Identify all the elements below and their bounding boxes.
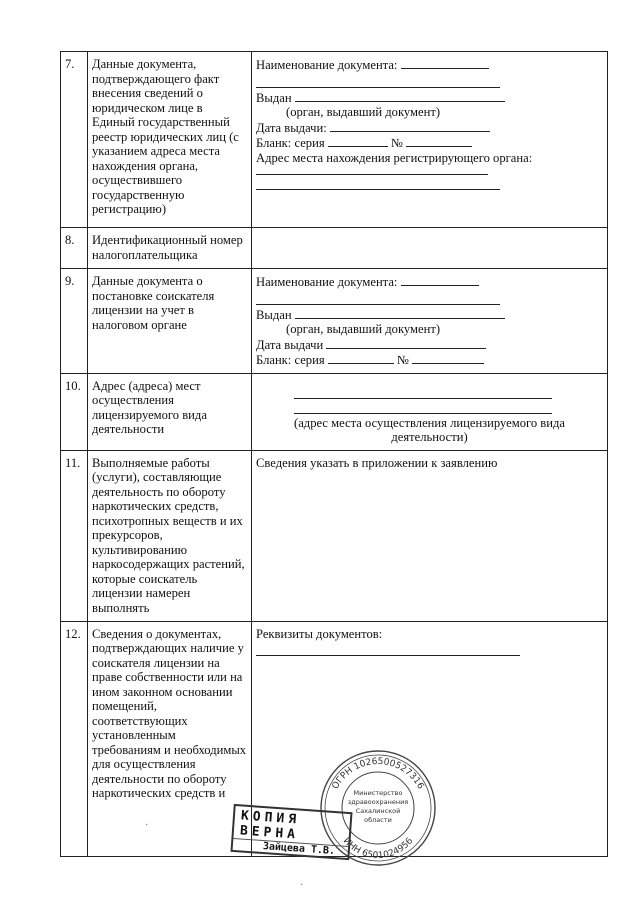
row-label: Данные документа, подтверждающего факт внесения сведений о юридическом лице в Единый государственный реестр юридических лиц (с указанием адреса места нахождения органа, осуществившего государственную регистрацию) [88,52,252,228]
blank-series-label: Бланк: серия [256,353,325,367]
row-value [252,269,608,374]
row-label: Данные документа о постановке соискателя лицензии на учет в налоговом органе [88,269,252,374]
table-row [61,450,608,621]
seal-center-line: Сахалинской [355,807,401,815]
date-label: Дата выдачи: [256,120,327,135]
requisites-line[interactable] [256,643,520,656]
issued-note: (орган, выдавший документ) [286,322,441,336]
doc-name-line[interactable] [401,274,479,286]
table-row [61,373,608,450]
seal-center-line: Министерство [353,789,403,797]
address-line-2[interactable] [256,177,500,190]
stamp-name: Зайцева Т.В. [233,838,349,858]
row-number: 10. [61,373,88,450]
table-row [61,52,608,228]
address-line-2[interactable] [294,401,552,414]
date-line[interactable] [330,120,490,132]
scan-speck: · [300,880,304,891]
issued-label: Выдан [256,307,292,322]
blank-series-label: Бланк: серия [256,136,325,150]
stamp-title: КОПИЯ ВЕРНА [239,808,301,843]
date-line[interactable] [326,337,486,349]
address-label: Адрес места нахождения регистрирующего органа: [256,150,533,165]
seal-center-line: здравоохранения [347,798,409,806]
row-number: 12. [61,621,88,856]
row-label: Выполняемые работы (услуги), составляющие деятельность по обороту наркотических средств, психотропных веществ и их прекурсоров, культивированию наркосодержащих растений, которые соискатель лицензии намерен выполнять [88,450,252,621]
row-label: Сведения о документах, подтверждающих наличие у соискателя лицензии на праве собственности или на ином законном основании помещений, соответствующих установленным требованиям и необходимых для осуществления деятельности по обороту наркотических средств и [88,621,252,856]
blank-line[interactable] [256,75,500,88]
address-line[interactable] [294,386,552,399]
row-value [252,52,608,228]
row-number: 8. [61,228,88,269]
row-value[interactable] [252,228,608,269]
table-row [61,228,608,269]
number-line[interactable] [406,135,472,147]
application-form-table [60,51,608,857]
row-label: Адрес (адреса) мест осуществления лицензируемого вида деятельности [88,373,252,450]
seal-ring-bottom: ИНН 6501024956 [340,836,416,862]
number-line[interactable] [412,352,484,364]
requisites-label: Реквизиты документов: [256,626,383,641]
date-label: Дата выдачи [256,337,324,352]
table-row [61,269,608,374]
issued-line[interactable] [295,307,505,319]
seal-ring-top: ОГРН 1026500527316 [330,756,426,792]
series-line[interactable] [328,352,394,364]
row-value [252,373,608,450]
series-line[interactable] [328,135,388,147]
address-note: (адрес места осуществления лицензируемого вида деятельности) [294,415,565,444]
doc-name-label: Наименование документа: [256,58,398,72]
copy-verified-stamp [230,804,352,860]
row-number: 7. [61,52,88,228]
number-sign: № [390,136,403,150]
doc-name-line[interactable] [401,57,489,69]
scan-speck: · [145,820,149,831]
row-number: 11. [61,450,88,621]
row-number: 9. [61,269,88,374]
blank-line[interactable] [256,292,500,305]
row-label: Идентификационный номер налогоплательщика [88,228,252,269]
doc-name-label: Наименование документа: [256,275,398,289]
issued-line[interactable] [295,90,505,102]
seal-center-line: области [364,816,392,824]
row-value: Сведения указать в приложении к заявлению [252,450,608,621]
issued-note: (орган, выдавший документ) [286,105,441,119]
issued-label: Выдан [256,90,292,105]
number-sign: № [396,353,409,367]
